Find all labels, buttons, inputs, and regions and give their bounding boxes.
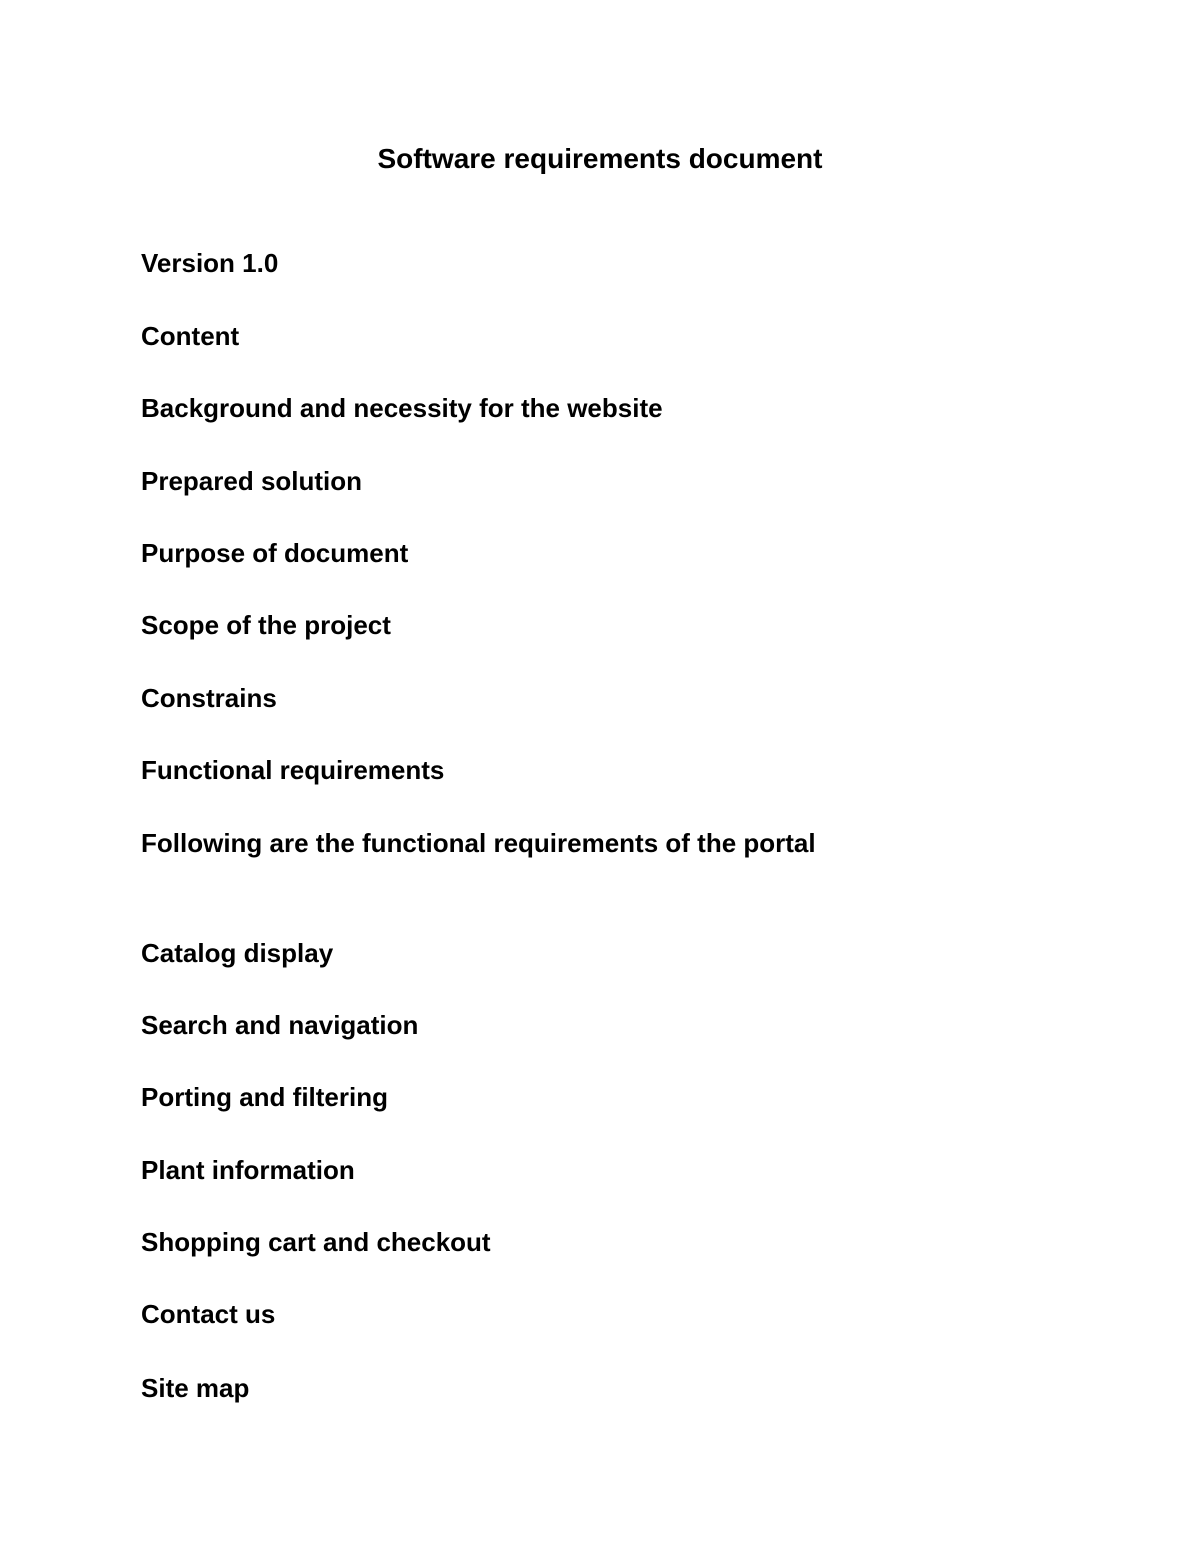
requirement-plant-information: Plant information (141, 1155, 355, 1185)
section-functional-requirements: Functional requirements (141, 755, 445, 785)
requirement-search-navigation: Search and navigation (141, 1010, 419, 1040)
content-heading: Content (141, 321, 240, 351)
requirement-porting-filtering: Porting and filtering (141, 1082, 388, 1112)
section-purpose: Purpose of document (141, 538, 409, 568)
requirement-contact-us: Contact us (141, 1299, 276, 1329)
section-constrains: Constrains (141, 683, 277, 713)
version-label: Version 1.0 (141, 248, 279, 278)
section-background: Background and necessity for the website (141, 393, 663, 423)
section-prepared-solution: Prepared solution (141, 466, 363, 496)
document-title: Software requirements document (377, 143, 823, 174)
section-scope: Scope of the project (141, 610, 391, 640)
requirement-shopping-cart: Shopping cart and checkout (141, 1227, 491, 1257)
requirement-site-map: Site map (141, 1373, 250, 1403)
requirement-catalog-display: Catalog display (141, 938, 334, 968)
functional-intro: Following are the functional requirements of the portal (141, 828, 816, 858)
